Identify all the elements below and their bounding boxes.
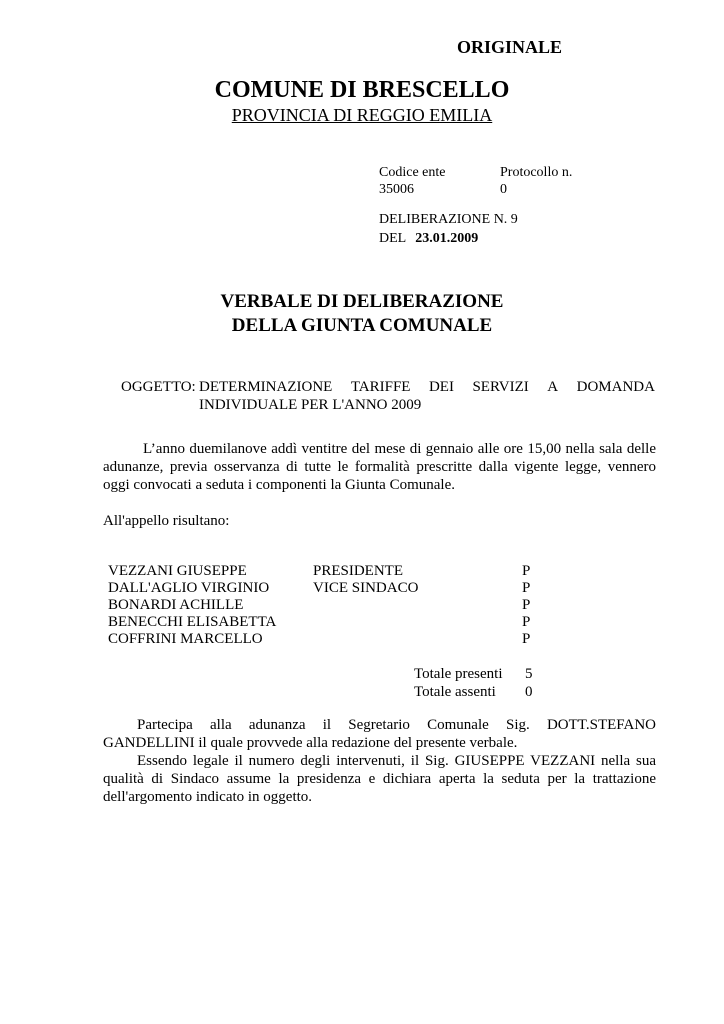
member-role: PRESIDENTE <box>313 563 403 579</box>
member-status: P <box>522 614 531 630</box>
totale-presenti-value: 5 <box>525 666 533 682</box>
verbale-title-line1: VERBALE DI DELIBERAZIONE <box>220 291 504 312</box>
intro-paragraph: L’anno duemilanove addì ventitre del mese di gennaio alle ore 15,00 nella sala delle adunanze, previa osservanza di tutte le formalità prescritte dalla vigente legge, vennero oggi convocati a seduta i componenti la Giunta Comunale. <box>103 441 656 493</box>
protocollo-value: 0 <box>500 182 507 197</box>
oggetto-word: SERVIZI <box>472 379 529 395</box>
verbale-title-line2: DELLA GIUNTA COMUNALE <box>231 315 493 336</box>
appello-text: All'appello risultano: <box>103 513 230 529</box>
member-name: DALL'AGLIO VIRGINIO <box>108 580 270 596</box>
presidenza-paragraph: Essendo legale il numero degli intervenuti, il Sig. GIUSEPPE VEZZANI nella sua qualità di Sindaco assume la presidenza e dichiara aperta la seduta per la trattazione dell'argomento indicato in oggetto. <box>103 753 656 805</box>
oggetto-word: TARIFFE <box>350 379 411 395</box>
codice-ente-label: Codice ente <box>379 165 446 180</box>
member-status: P <box>522 631 531 647</box>
member-status: P <box>522 563 531 579</box>
codice-ente-value: 35006 <box>379 182 414 197</box>
member-name: COFFRINI MARCELLO <box>108 631 263 647</box>
oggetto-line2: INDIVIDUALE PER L'ANNO 2009 <box>199 397 422 413</box>
oggetto-word: DOMANDA <box>576 379 655 395</box>
deliberazione-number: DELIBERAZIONE N. 9 <box>379 212 518 227</box>
member-role: VICE SINDACO <box>313 580 419 596</box>
del-date: 23.01.2009 <box>415 231 479 246</box>
member-name: BONARDI ACHILLE <box>108 597 244 613</box>
segretario-paragraph: Partecipa alla adunanza il Segretario Comunale Sig. DOTT.STEFANO GANDELLINI il quale provvede alla redazione del presente verbale. <box>103 717 656 751</box>
provincia-subtitle: PROVINCIA DI REGGIO EMILIA <box>231 105 493 125</box>
del-label: DEL <box>379 231 406 246</box>
oggetto-word: DEI <box>428 379 454 395</box>
totale-assenti-value: 0 <box>525 684 533 700</box>
totale-presenti-label: Totale presenti <box>414 666 503 682</box>
totale-assenti-label: Totale assenti <box>414 684 496 700</box>
deliberazione-date-line <box>379 230 478 247</box>
comune-title: COMUNE DI BRESCELLO <box>214 77 510 103</box>
member-name: VEZZANI GIUSEPPE <box>108 563 247 579</box>
oggetto-word: A <box>547 379 559 395</box>
member-status: P <box>522 597 531 613</box>
oggetto-label: OGGETTO: <box>121 379 196 395</box>
oggetto-line1 <box>199 378 655 396</box>
member-name: BENECCHI ELISABETTA <box>108 614 277 630</box>
member-status: P <box>522 580 531 596</box>
originale-label: ORIGINALE <box>457 37 563 57</box>
oggetto-word: DETERMINAZIONE <box>199 379 333 395</box>
protocollo-label: Protocollo n. <box>500 165 573 180</box>
